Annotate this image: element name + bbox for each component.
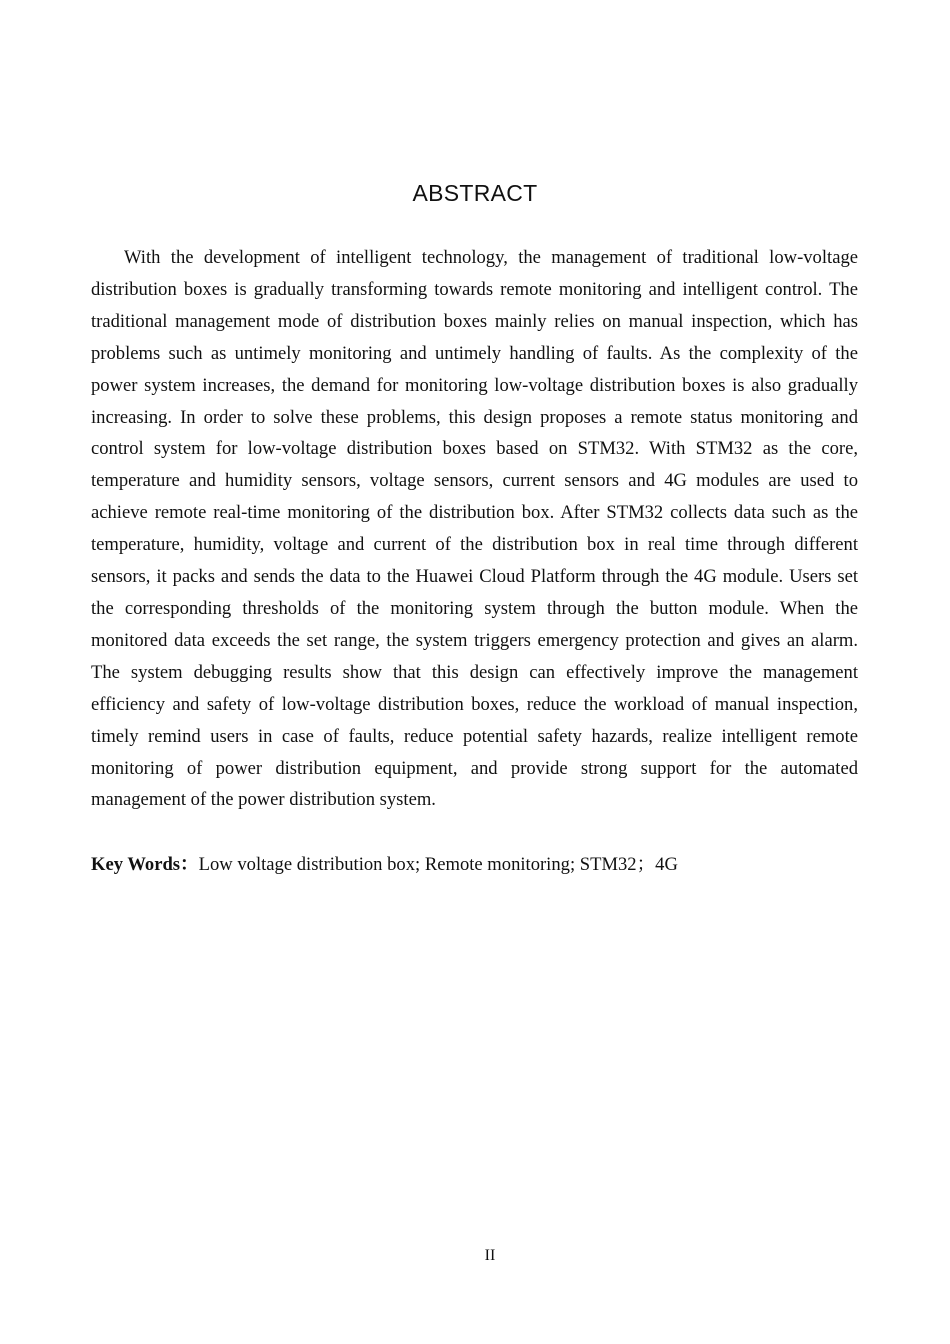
keywords-label: Key Words： (91, 854, 199, 875)
keywords-value: Low voltage distribution box; Remote monitoring; STM32；4G (198, 854, 678, 875)
page-number: II (484, 1247, 496, 1264)
abstract-title: ABSTRACT (412, 180, 538, 206)
abstract-body: With the development of intelligent technology, the management of traditional low-voltage distribution boxes is gradually transforming towards remote monitoring and intelligent control. The traditional management mode of distribution boxes mainly relies on manual inspection, which has problems such as untimely monitoring and untimely handling of faults. As the complexity of the power system increases, the demand for monitoring low-voltage distribution boxes is also gradually increasing. In order to solve these problems, this design proposes a remote status monitoring and control system for low-voltage distribution boxes based on STM32. With STM32 as the core, temperature and humidity sensors, voltage sensors, current sensors and 4G modules are used to achieve remote real-time monitoring of the distribution box. After STM32 collects data such as the temperature, humidity, voltage and current of the distribution box in real time through different sensors, it packs and sends the data to the Huawei Cloud Platform through the 4G module. Users set the corresponding thresholds of the monitoring system through the button module. When the monitored data exceeds the set range, the system triggers emergency protection and gives an alarm. The system debugging results show that this design can effectively improve the management efficiency and safety of low-voltage distribution boxes, reduce the workload of manual inspection, timely remind users in case of faults, reduce potential safety hazards, realize intelligent remote monitoring of power distribution equipment, and provide strong support for the automated management of the power distribution system. (91, 247, 858, 811)
keywords-line (91, 849, 891, 881)
